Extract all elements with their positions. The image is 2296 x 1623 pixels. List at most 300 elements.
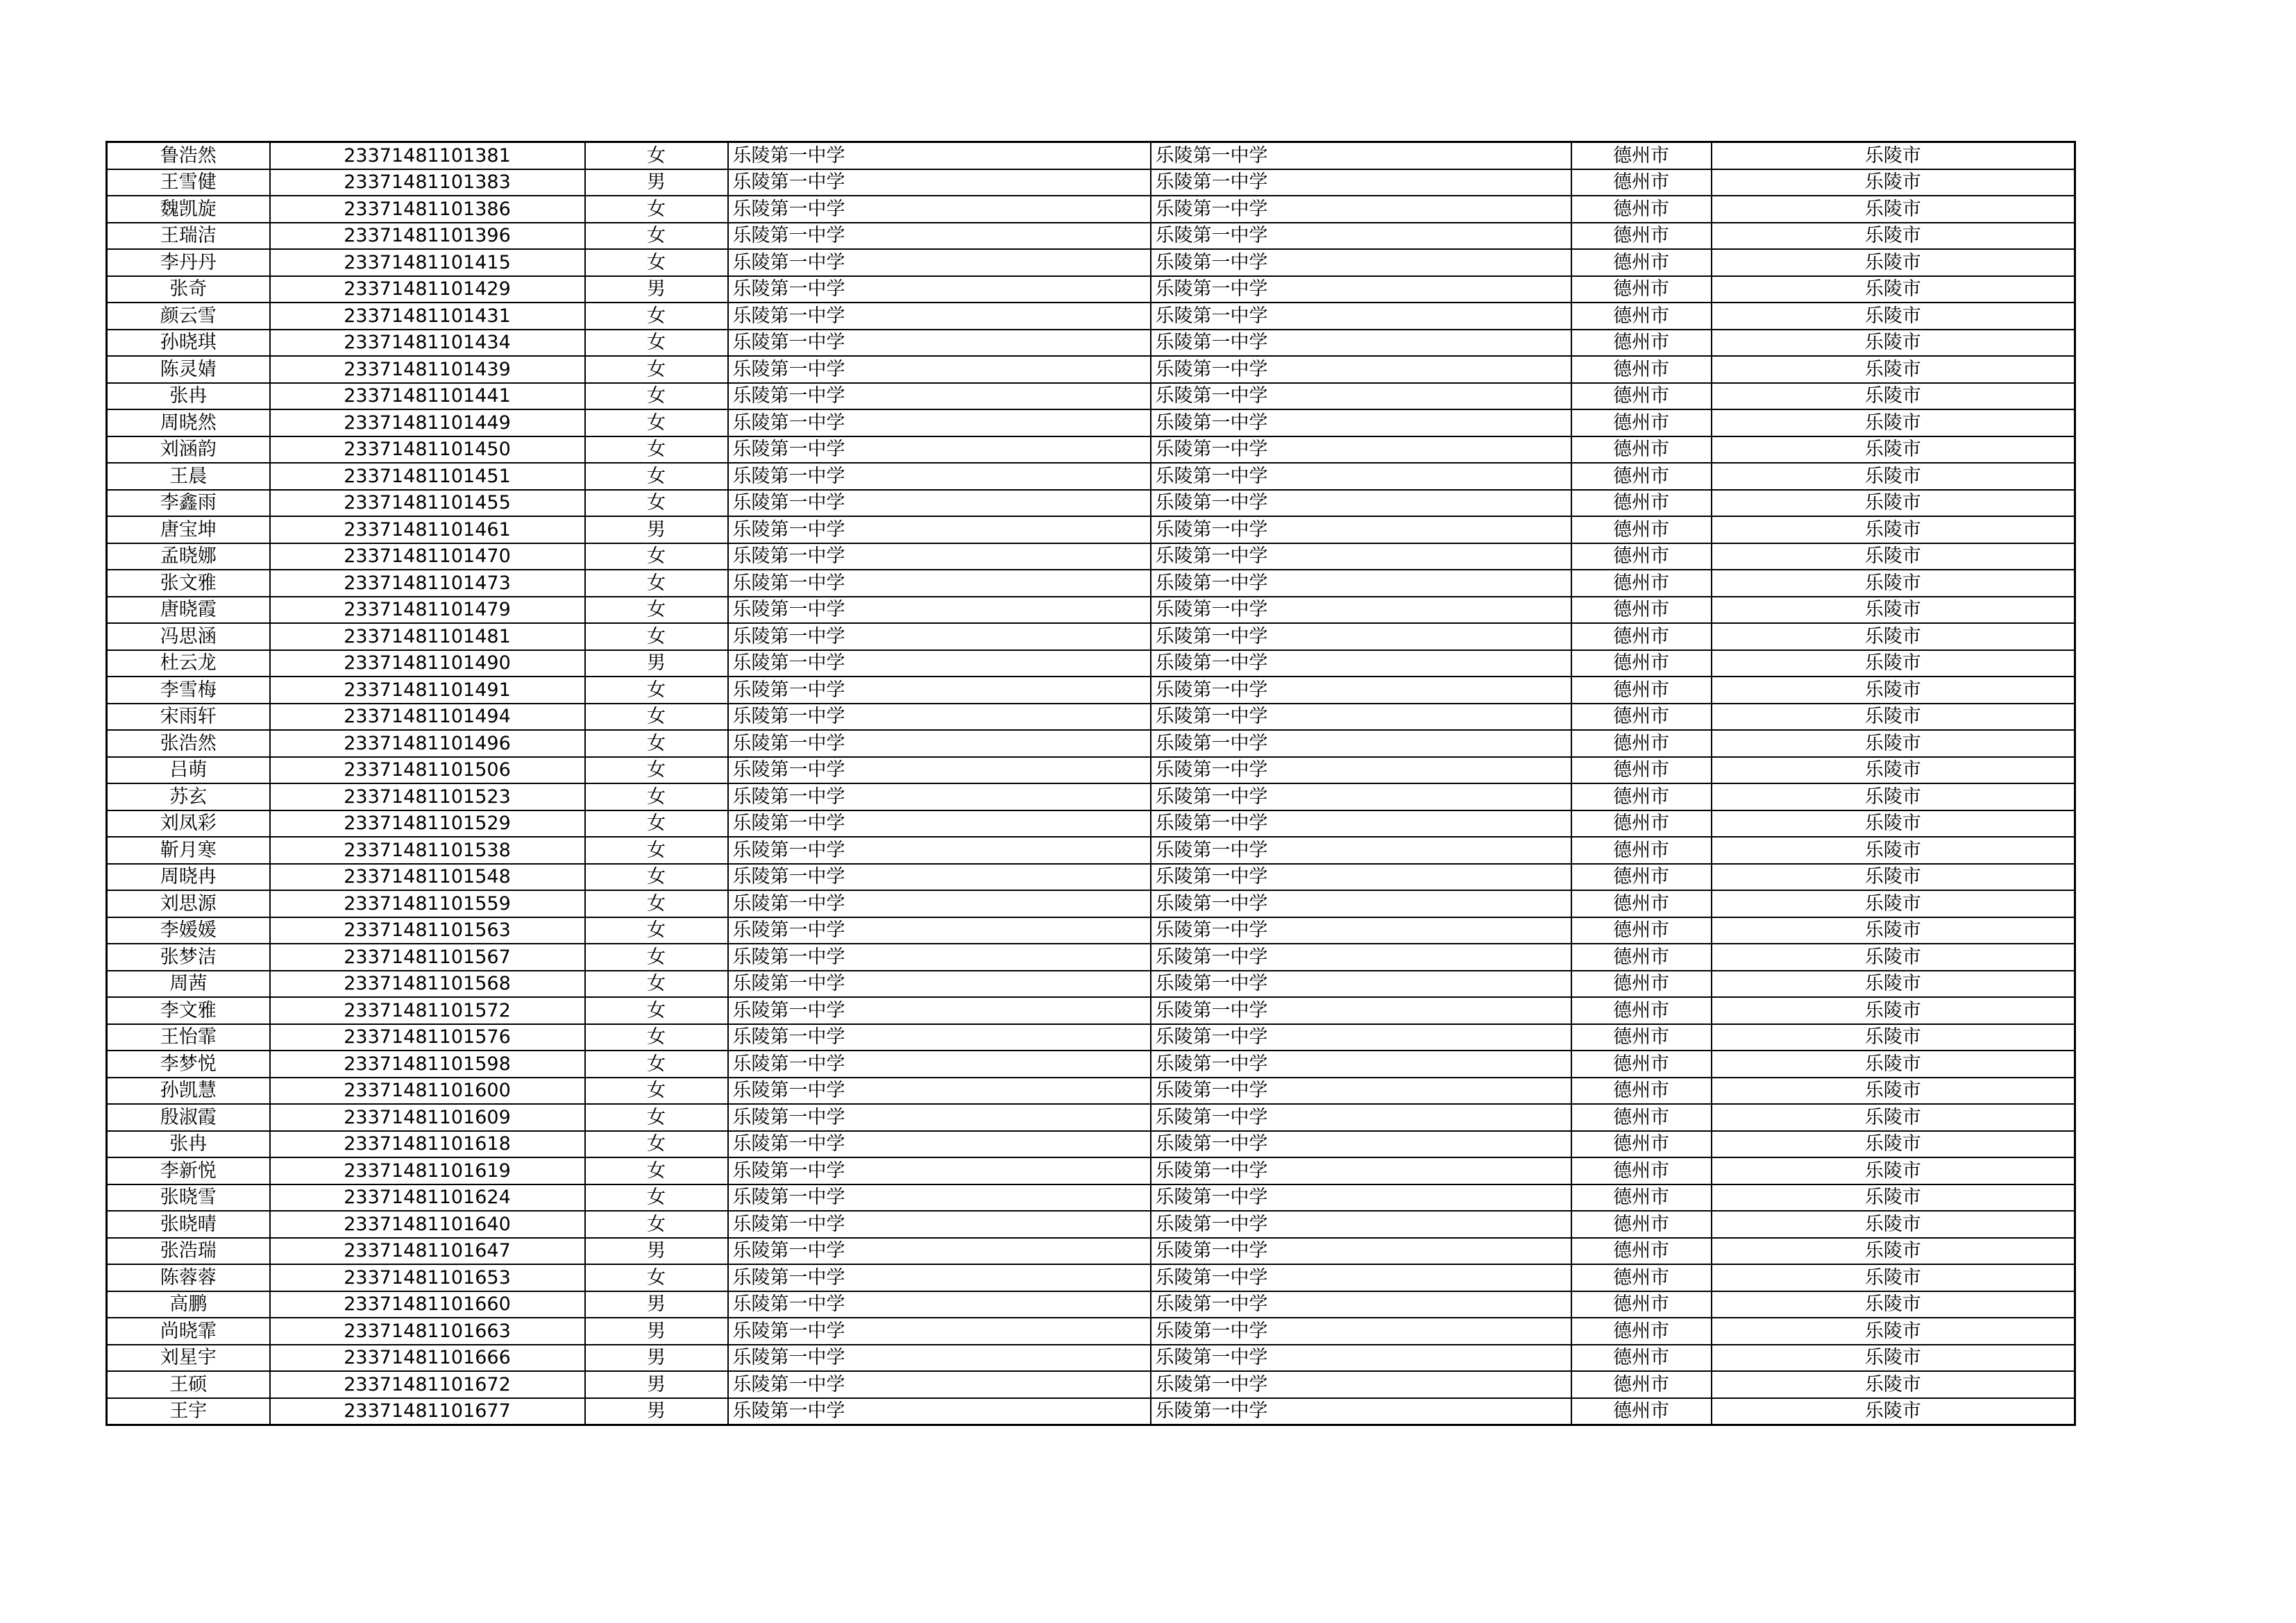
gender-cell: 女 xyxy=(585,864,728,891)
county-cell: 乐陵市 xyxy=(1712,303,2075,330)
table-row xyxy=(107,196,2075,223)
city-cell: 德州市 xyxy=(1571,1238,1712,1265)
county-cell: 乐陵市 xyxy=(1712,1291,2075,1318)
city-cell: 德州市 xyxy=(1571,837,1712,864)
gender-cell: 女 xyxy=(585,677,728,704)
student-name-cell: 李雪梅 xyxy=(107,677,270,704)
roster-table xyxy=(105,141,2076,1426)
exam-number-cell: 23371481101450 xyxy=(270,436,585,464)
student-name-cell: 张梦洁 xyxy=(107,944,270,971)
graduating-school-cell: 乐陵第一中学 xyxy=(1151,890,1571,917)
gender-cell: 女 xyxy=(585,409,728,436)
county-cell: 乐陵市 xyxy=(1712,1157,2075,1184)
school-cell: 乐陵第一中学 xyxy=(728,730,1151,757)
student-name-cell: 周晓冉 xyxy=(107,864,270,891)
exam-number-cell: 23371481101600 xyxy=(270,1078,585,1105)
county-cell: 乐陵市 xyxy=(1712,971,2075,998)
school-cell: 乐陵第一中学 xyxy=(728,1051,1151,1078)
school-cell: 乐陵第一中学 xyxy=(728,1264,1151,1291)
table-row xyxy=(107,383,2075,410)
table-row xyxy=(107,1318,2075,1345)
graduating-school-cell: 乐陵第一中学 xyxy=(1151,730,1571,757)
gender-cell: 男 xyxy=(585,516,728,543)
table-row xyxy=(107,997,2075,1024)
exam-number-cell: 23371481101461 xyxy=(270,516,585,543)
table-row xyxy=(107,223,2075,250)
graduating-school-cell: 乐陵第一中学 xyxy=(1151,1371,1571,1398)
exam-number-cell: 23371481101576 xyxy=(270,1024,585,1051)
student-name-cell: 张晓雪 xyxy=(107,1184,270,1212)
city-cell: 德州市 xyxy=(1571,1345,1712,1372)
student-name-cell: 孙晓琪 xyxy=(107,330,270,357)
student-name-cell: 陈蓉蓉 xyxy=(107,1264,270,1291)
table-row xyxy=(107,1398,2075,1425)
student-name-cell: 孙凯慧 xyxy=(107,1078,270,1105)
city-cell: 德州市 xyxy=(1571,864,1712,891)
exam-number-cell: 23371481101494 xyxy=(270,704,585,731)
gender-cell: 女 xyxy=(585,597,728,624)
city-cell: 德州市 xyxy=(1571,757,1712,784)
exam-number-cell: 23371481101598 xyxy=(270,1051,585,1078)
school-cell: 乐陵第一中学 xyxy=(728,1131,1151,1158)
student-name-cell: 刘思源 xyxy=(107,890,270,917)
county-cell: 乐陵市 xyxy=(1712,409,2075,436)
school-cell: 乐陵第一中学 xyxy=(728,196,1151,223)
county-cell: 乐陵市 xyxy=(1712,169,2075,196)
gender-cell: 女 xyxy=(585,1264,728,1291)
exam-number-cell: 23371481101470 xyxy=(270,543,585,570)
exam-number-cell: 23371481101415 xyxy=(270,249,585,276)
exam-number-cell: 23371481101677 xyxy=(270,1398,585,1425)
graduating-school-cell: 乐陵第一中学 xyxy=(1151,677,1571,704)
city-cell: 德州市 xyxy=(1571,677,1712,704)
graduating-school-cell: 乐陵第一中学 xyxy=(1151,142,1571,169)
school-cell: 乐陵第一中学 xyxy=(728,142,1151,169)
gender-cell: 女 xyxy=(585,436,728,464)
city-cell: 德州市 xyxy=(1571,944,1712,971)
exam-number-cell: 23371481101451 xyxy=(270,463,585,490)
city-cell: 德州市 xyxy=(1571,142,1712,169)
county-cell: 乐陵市 xyxy=(1712,1104,2075,1131)
table-row xyxy=(107,1291,2075,1318)
county-cell: 乐陵市 xyxy=(1712,1371,2075,1398)
gender-cell: 女 xyxy=(585,1104,728,1131)
table-row xyxy=(107,1238,2075,1265)
table-row xyxy=(107,409,2075,436)
table-row xyxy=(107,1157,2075,1184)
exam-number-cell: 23371481101618 xyxy=(270,1131,585,1158)
graduating-school-cell: 乐陵第一中学 xyxy=(1151,516,1571,543)
gender-cell: 女 xyxy=(585,730,728,757)
graduating-school-cell: 乐陵第一中学 xyxy=(1151,1211,1571,1238)
exam-number-cell: 23371481101548 xyxy=(270,864,585,891)
city-cell: 德州市 xyxy=(1571,971,1712,998)
school-cell: 乐陵第一中学 xyxy=(728,223,1151,250)
county-cell: 乐陵市 xyxy=(1712,917,2075,944)
graduating-school-cell: 乐陵第一中学 xyxy=(1151,864,1571,891)
city-cell: 德州市 xyxy=(1571,570,1712,597)
student-name-cell: 尚晓霏 xyxy=(107,1318,270,1345)
table-row xyxy=(107,570,2075,597)
city-cell: 德州市 xyxy=(1571,409,1712,436)
exam-number-cell: 23371481101640 xyxy=(270,1211,585,1238)
graduating-school-cell: 乐陵第一中学 xyxy=(1151,1345,1571,1372)
exam-number-cell: 23371481101529 xyxy=(270,810,585,838)
table-row xyxy=(107,303,2075,330)
student-name-cell: 张浩瑞 xyxy=(107,1238,270,1265)
city-cell: 德州市 xyxy=(1571,223,1712,250)
exam-number-cell: 23371481101386 xyxy=(270,196,585,223)
table-row xyxy=(107,490,2075,517)
table-row xyxy=(107,1264,2075,1291)
table-row xyxy=(107,944,2075,971)
student-name-cell: 张冉 xyxy=(107,1131,270,1158)
student-name-cell: 张文雅 xyxy=(107,570,270,597)
gender-cell: 女 xyxy=(585,543,728,570)
school-cell: 乐陵第一中学 xyxy=(728,757,1151,784)
student-name-cell: 李梦悦 xyxy=(107,1051,270,1078)
school-cell: 乐陵第一中学 xyxy=(728,303,1151,330)
county-cell: 乐陵市 xyxy=(1712,650,2075,677)
gender-cell: 女 xyxy=(585,623,728,650)
city-cell: 德州市 xyxy=(1571,917,1712,944)
county-cell: 乐陵市 xyxy=(1712,1211,2075,1238)
exam-number-cell: 23371481101568 xyxy=(270,971,585,998)
table-row xyxy=(107,1211,2075,1238)
graduating-school-cell: 乐陵第一中学 xyxy=(1151,971,1571,998)
exam-number-cell: 23371481101523 xyxy=(270,783,585,810)
exam-number-cell: 23371481101473 xyxy=(270,570,585,597)
exam-number-cell: 23371481101439 xyxy=(270,356,585,383)
city-cell: 德州市 xyxy=(1571,436,1712,464)
city-cell: 德州市 xyxy=(1571,276,1712,303)
exam-number-cell: 23371481101663 xyxy=(270,1318,585,1345)
exam-number-cell: 23371481101490 xyxy=(270,650,585,677)
exam-number-cell: 23371481101567 xyxy=(270,944,585,971)
city-cell: 德州市 xyxy=(1571,783,1712,810)
student-name-cell: 宋雨轩 xyxy=(107,704,270,731)
school-cell: 乐陵第一中学 xyxy=(728,169,1151,196)
student-name-cell: 张冉 xyxy=(107,383,270,410)
student-name-cell: 李媛媛 xyxy=(107,917,270,944)
school-cell: 乐陵第一中学 xyxy=(728,704,1151,731)
exam-number-cell: 23371481101434 xyxy=(270,330,585,357)
county-cell: 乐陵市 xyxy=(1712,1264,2075,1291)
gender-cell: 女 xyxy=(585,810,728,838)
table-row xyxy=(107,436,2075,464)
student-name-cell: 王瑞洁 xyxy=(107,223,270,250)
table-row xyxy=(107,890,2075,917)
school-cell: 乐陵第一中学 xyxy=(728,1345,1151,1372)
gender-cell: 男 xyxy=(585,1318,728,1345)
county-cell: 乐陵市 xyxy=(1712,490,2075,517)
school-cell: 乐陵第一中学 xyxy=(728,623,1151,650)
table-row xyxy=(107,356,2075,383)
student-name-cell: 颜云雪 xyxy=(107,303,270,330)
graduating-school-cell: 乐陵第一中学 xyxy=(1151,356,1571,383)
city-cell: 德州市 xyxy=(1571,1264,1712,1291)
graduating-school-cell: 乐陵第一中学 xyxy=(1151,1131,1571,1158)
school-cell: 乐陵第一中学 xyxy=(728,971,1151,998)
graduating-school-cell: 乐陵第一中学 xyxy=(1151,463,1571,490)
county-cell: 乐陵市 xyxy=(1712,543,2075,570)
graduating-school-cell: 乐陵第一中学 xyxy=(1151,810,1571,838)
gender-cell: 男 xyxy=(585,1291,728,1318)
gender-cell: 男 xyxy=(585,1238,728,1265)
exam-number-cell: 23371481101624 xyxy=(270,1184,585,1212)
table-row xyxy=(107,650,2075,677)
student-name-cell: 李鑫雨 xyxy=(107,490,270,517)
graduating-school-cell: 乐陵第一中学 xyxy=(1151,1264,1571,1291)
gender-cell: 女 xyxy=(585,303,728,330)
graduating-school-cell: 乐陵第一中学 xyxy=(1151,650,1571,677)
exam-number-cell: 23371481101563 xyxy=(270,917,585,944)
city-cell: 德州市 xyxy=(1571,543,1712,570)
exam-number-cell: 23371481101396 xyxy=(270,223,585,250)
gender-cell: 女 xyxy=(585,1211,728,1238)
graduating-school-cell: 乐陵第一中学 xyxy=(1151,276,1571,303)
county-cell: 乐陵市 xyxy=(1712,356,2075,383)
gender-cell: 女 xyxy=(585,249,728,276)
city-cell: 德州市 xyxy=(1571,997,1712,1024)
school-cell: 乐陵第一中学 xyxy=(728,1024,1151,1051)
city-cell: 德州市 xyxy=(1571,1184,1712,1212)
city-cell: 德州市 xyxy=(1571,516,1712,543)
county-cell: 乐陵市 xyxy=(1712,383,2075,410)
table-row xyxy=(107,1184,2075,1212)
graduating-school-cell: 乐陵第一中学 xyxy=(1151,249,1571,276)
graduating-school-cell: 乐陵第一中学 xyxy=(1151,223,1571,250)
city-cell: 德州市 xyxy=(1571,1371,1712,1398)
school-cell: 乐陵第一中学 xyxy=(728,677,1151,704)
graduating-school-cell: 乐陵第一中学 xyxy=(1151,330,1571,357)
graduating-school-cell: 乐陵第一中学 xyxy=(1151,409,1571,436)
gender-cell: 男 xyxy=(585,1345,728,1372)
county-cell: 乐陵市 xyxy=(1712,276,2075,303)
student-name-cell: 唐宝坤 xyxy=(107,516,270,543)
graduating-school-cell: 乐陵第一中学 xyxy=(1151,1078,1571,1105)
school-cell: 乐陵第一中学 xyxy=(728,837,1151,864)
graduating-school-cell: 乐陵第一中学 xyxy=(1151,1318,1571,1345)
graduating-school-cell: 乐陵第一中学 xyxy=(1151,436,1571,464)
graduating-school-cell: 乐陵第一中学 xyxy=(1151,944,1571,971)
student-name-cell: 靳月寒 xyxy=(107,837,270,864)
gender-cell: 女 xyxy=(585,944,728,971)
exam-number-cell: 23371481101429 xyxy=(270,276,585,303)
table-row xyxy=(107,597,2075,624)
county-cell: 乐陵市 xyxy=(1712,1024,2075,1051)
gender-cell: 女 xyxy=(585,383,728,410)
graduating-school-cell: 乐陵第一中学 xyxy=(1151,383,1571,410)
gender-cell: 女 xyxy=(585,570,728,597)
student-name-cell: 王硕 xyxy=(107,1371,270,1398)
school-cell: 乐陵第一中学 xyxy=(728,570,1151,597)
gender-cell: 女 xyxy=(585,783,728,810)
school-cell: 乐陵第一中学 xyxy=(728,276,1151,303)
city-cell: 德州市 xyxy=(1571,383,1712,410)
graduating-school-cell: 乐陵第一中学 xyxy=(1151,1104,1571,1131)
county-cell: 乐陵市 xyxy=(1712,704,2075,731)
school-cell: 乐陵第一中学 xyxy=(728,516,1151,543)
table-row xyxy=(107,971,2075,998)
school-cell: 乐陵第一中学 xyxy=(728,1211,1151,1238)
county-cell: 乐陵市 xyxy=(1712,597,2075,624)
city-cell: 德州市 xyxy=(1571,1157,1712,1184)
county-cell: 乐陵市 xyxy=(1712,837,2075,864)
school-cell: 乐陵第一中学 xyxy=(728,249,1151,276)
gender-cell: 女 xyxy=(585,223,728,250)
school-cell: 乐陵第一中学 xyxy=(728,890,1151,917)
gender-cell: 女 xyxy=(585,757,728,784)
county-cell: 乐陵市 xyxy=(1712,1184,2075,1212)
table-row xyxy=(107,463,2075,490)
school-cell: 乐陵第一中学 xyxy=(728,330,1151,357)
school-cell: 乐陵第一中学 xyxy=(728,1184,1151,1212)
table-row xyxy=(107,1078,2075,1105)
county-cell: 乐陵市 xyxy=(1712,142,2075,169)
county-cell: 乐陵市 xyxy=(1712,783,2075,810)
city-cell: 德州市 xyxy=(1571,169,1712,196)
city-cell: 德州市 xyxy=(1571,704,1712,731)
school-cell: 乐陵第一中学 xyxy=(728,409,1151,436)
student-name-cell: 孟晓娜 xyxy=(107,543,270,570)
school-cell: 乐陵第一中学 xyxy=(728,1157,1151,1184)
exam-number-cell: 23371481101383 xyxy=(270,169,585,196)
exam-number-cell: 23371481101660 xyxy=(270,1291,585,1318)
table-row xyxy=(107,864,2075,891)
school-cell: 乐陵第一中学 xyxy=(728,1398,1151,1425)
city-cell: 德州市 xyxy=(1571,1318,1712,1345)
city-cell: 德州市 xyxy=(1571,730,1712,757)
student-name-cell: 刘涵韵 xyxy=(107,436,270,464)
exam-number-cell: 23371481101559 xyxy=(270,890,585,917)
school-cell: 乐陵第一中学 xyxy=(728,1238,1151,1265)
table-row xyxy=(107,1051,2075,1078)
school-cell: 乐陵第一中学 xyxy=(728,597,1151,624)
graduating-school-cell: 乐陵第一中学 xyxy=(1151,1398,1571,1425)
table-row xyxy=(107,142,2075,169)
city-cell: 德州市 xyxy=(1571,1398,1712,1425)
county-cell: 乐陵市 xyxy=(1712,730,2075,757)
county-cell: 乐陵市 xyxy=(1712,677,2075,704)
gender-cell: 女 xyxy=(585,142,728,169)
graduating-school-cell: 乐陵第一中学 xyxy=(1151,1157,1571,1184)
exam-number-cell: 23371481101381 xyxy=(270,142,585,169)
city-cell: 德州市 xyxy=(1571,1078,1712,1105)
graduating-school-cell: 乐陵第一中学 xyxy=(1151,543,1571,570)
gender-cell: 女 xyxy=(585,704,728,731)
exam-number-cell: 23371481101479 xyxy=(270,597,585,624)
student-name-cell: 王雪健 xyxy=(107,169,270,196)
graduating-school-cell: 乐陵第一中学 xyxy=(1151,1051,1571,1078)
county-cell: 乐陵市 xyxy=(1712,1318,2075,1345)
city-cell: 德州市 xyxy=(1571,1104,1712,1131)
gender-cell: 女 xyxy=(585,1051,728,1078)
table-row xyxy=(107,757,2075,784)
exam-number-cell: 23371481101431 xyxy=(270,303,585,330)
table-row xyxy=(107,543,2075,570)
school-cell: 乐陵第一中学 xyxy=(728,997,1151,1024)
student-name-cell: 李丹丹 xyxy=(107,249,270,276)
table-row xyxy=(107,704,2075,731)
city-cell: 德州市 xyxy=(1571,249,1712,276)
city-cell: 德州市 xyxy=(1571,810,1712,838)
student-name-cell: 张浩然 xyxy=(107,730,270,757)
city-cell: 德州市 xyxy=(1571,1291,1712,1318)
city-cell: 德州市 xyxy=(1571,490,1712,517)
table-row xyxy=(107,1131,2075,1158)
graduating-school-cell: 乐陵第一中学 xyxy=(1151,1184,1571,1212)
city-cell: 德州市 xyxy=(1571,463,1712,490)
school-cell: 乐陵第一中学 xyxy=(728,864,1151,891)
graduating-school-cell: 乐陵第一中学 xyxy=(1151,490,1571,517)
school-cell: 乐陵第一中学 xyxy=(728,810,1151,838)
student-name-cell: 唐晓霞 xyxy=(107,597,270,624)
exam-number-cell: 23371481101653 xyxy=(270,1264,585,1291)
graduating-school-cell: 乐陵第一中学 xyxy=(1151,303,1571,330)
graduating-school-cell: 乐陵第一中学 xyxy=(1151,783,1571,810)
county-cell: 乐陵市 xyxy=(1712,1131,2075,1158)
city-cell: 德州市 xyxy=(1571,330,1712,357)
student-name-cell: 苏玄 xyxy=(107,783,270,810)
gender-cell: 男 xyxy=(585,276,728,303)
county-cell: 乐陵市 xyxy=(1712,997,2075,1024)
county-cell: 乐陵市 xyxy=(1712,196,2075,223)
table-row xyxy=(107,1104,2075,1131)
gender-cell: 女 xyxy=(585,1024,728,1051)
school-cell: 乐陵第一中学 xyxy=(728,1078,1151,1105)
gender-cell: 女 xyxy=(585,490,728,517)
city-cell: 德州市 xyxy=(1571,196,1712,223)
student-name-cell: 魏凯旋 xyxy=(107,196,270,223)
city-cell: 德州市 xyxy=(1571,1131,1712,1158)
student-name-cell: 周茜 xyxy=(107,971,270,998)
graduating-school-cell: 乐陵第一中学 xyxy=(1151,570,1571,597)
county-cell: 乐陵市 xyxy=(1712,1051,2075,1078)
table-row xyxy=(107,169,2075,196)
table-row xyxy=(107,1371,2075,1398)
exam-number-cell: 23371481101496 xyxy=(270,730,585,757)
table-row xyxy=(107,1024,2075,1051)
county-cell: 乐陵市 xyxy=(1712,1398,2075,1425)
table-row xyxy=(107,810,2075,838)
exam-number-cell: 23371481101441 xyxy=(270,383,585,410)
student-name-cell: 王宇 xyxy=(107,1398,270,1425)
county-cell: 乐陵市 xyxy=(1712,1078,2075,1105)
county-cell: 乐陵市 xyxy=(1712,623,2075,650)
exam-number-cell: 23371481101538 xyxy=(270,837,585,864)
gender-cell: 女 xyxy=(585,1184,728,1212)
exam-number-cell: 23371481101672 xyxy=(270,1371,585,1398)
school-cell: 乐陵第一中学 xyxy=(728,650,1151,677)
student-name-cell: 李新悦 xyxy=(107,1157,270,1184)
exam-number-cell: 23371481101506 xyxy=(270,757,585,784)
student-name-cell: 鲁浩然 xyxy=(107,142,270,169)
graduating-school-cell: 乐陵第一中学 xyxy=(1151,1291,1571,1318)
county-cell: 乐陵市 xyxy=(1712,757,2075,784)
school-cell: 乐陵第一中学 xyxy=(728,463,1151,490)
city-cell: 德州市 xyxy=(1571,650,1712,677)
city-cell: 德州市 xyxy=(1571,303,1712,330)
table-row xyxy=(107,730,2075,757)
table-row xyxy=(107,837,2075,864)
student-name-cell: 殷淑霞 xyxy=(107,1104,270,1131)
county-cell: 乐陵市 xyxy=(1712,249,2075,276)
student-name-cell: 王晨 xyxy=(107,463,270,490)
school-cell: 乐陵第一中学 xyxy=(728,783,1151,810)
graduating-school-cell: 乐陵第一中学 xyxy=(1151,704,1571,731)
table-row xyxy=(107,1345,2075,1372)
